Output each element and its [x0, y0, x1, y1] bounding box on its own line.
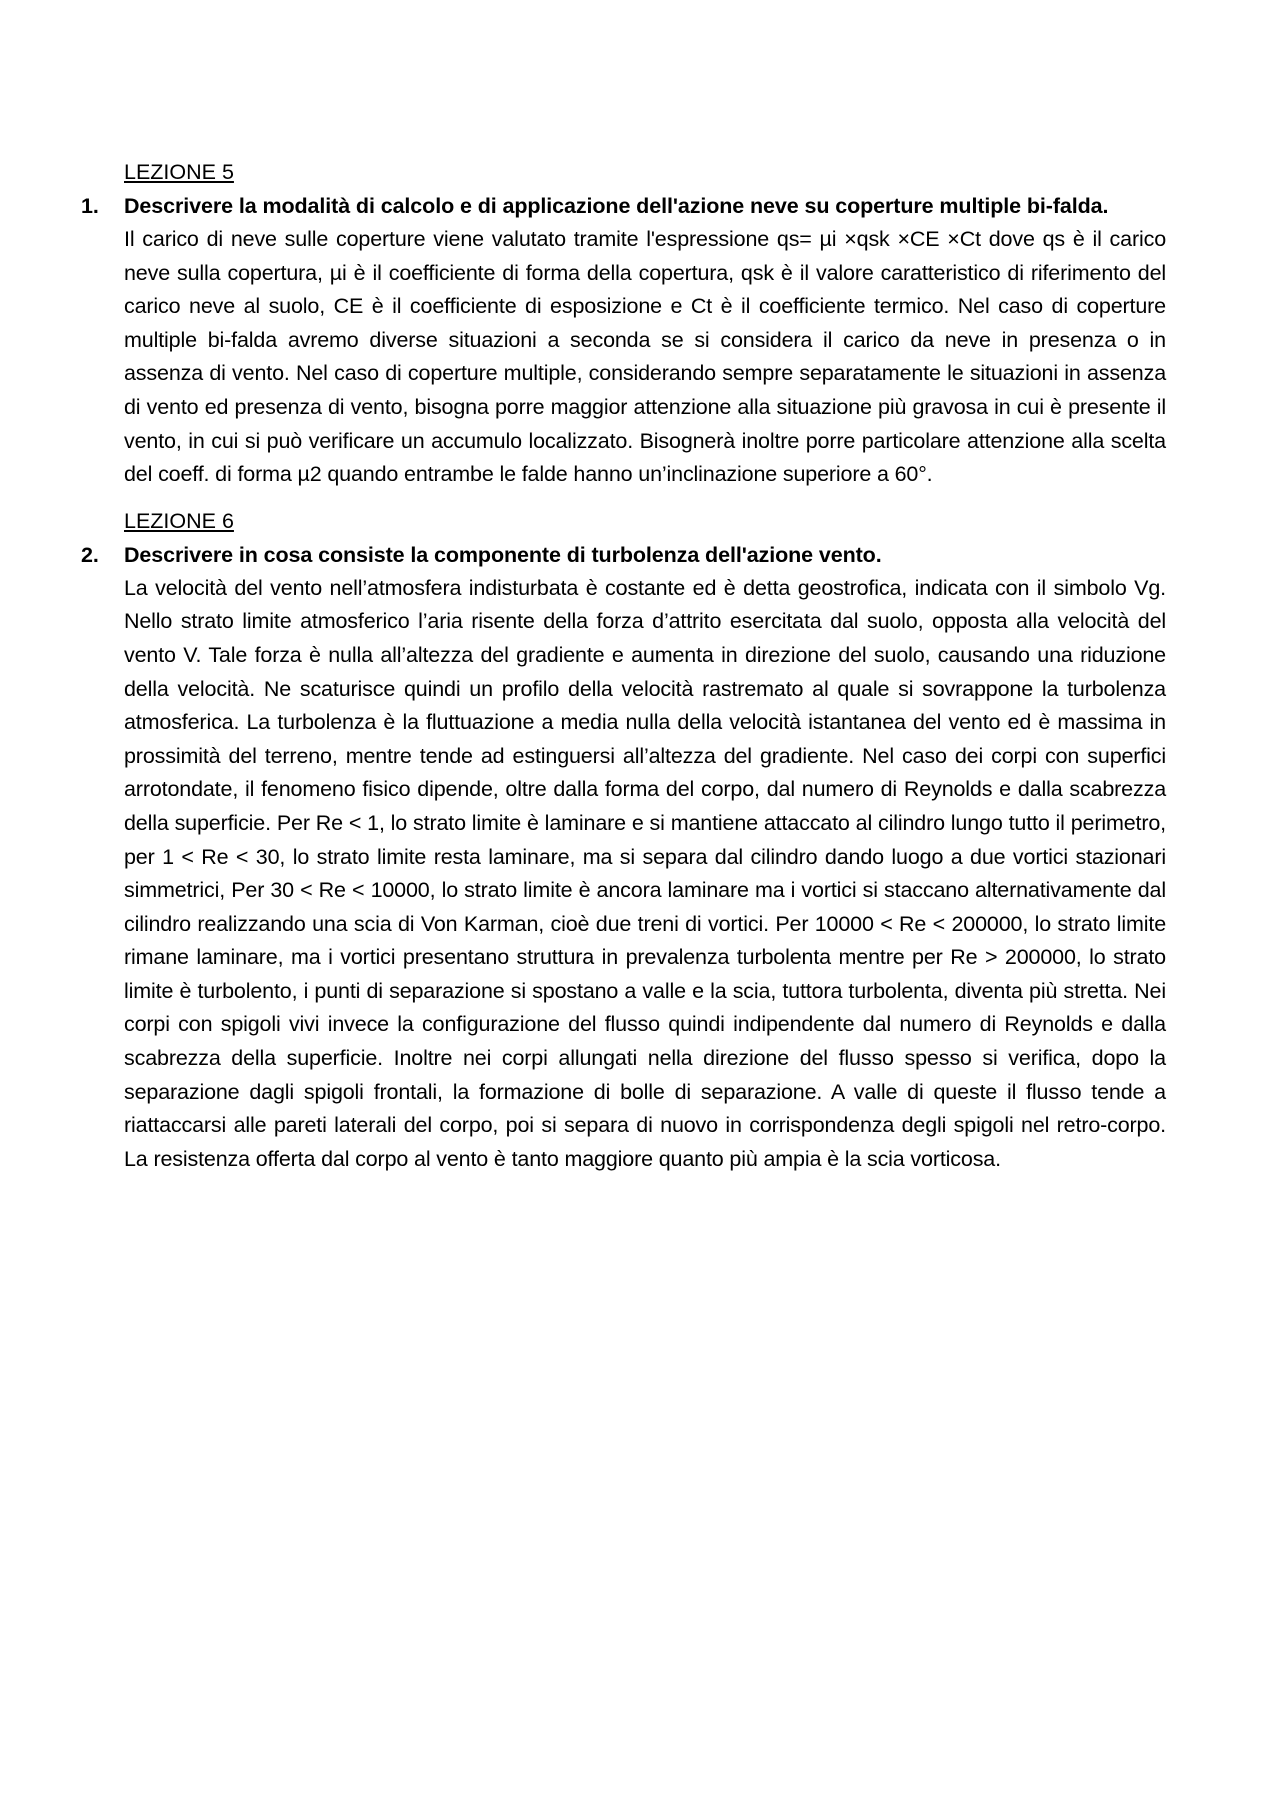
question-number: 1. [81, 194, 99, 218]
answer-paragraph: Il carico di neve sulle coperture viene valutato tramite l'espressione qs= µi ×qsk ×CE ×Ct dove qs è il carico neve sulla copertura, µi è il coefficiente di forma della copertura, qsk è il valore caratteristico di riferimento del carico neve al suolo, CE è il coefficiente di esposizione e Ct è il coefficiente termico. Nel caso di coperture multiple bi-falda avremo diverse situazioni a seconda se si considera il carico da neve in presenza o in assenza di vento. Nel caso di coperture multiple, considerando sempre separatamente le situazioni in assenza di vento ed presenza di vento, bisogna porre maggior attenzione alla situazione più gravosa in cui è presente il vento, in cui si può verificare un accumulo localizzato. Bisognerà inoltre porre particolare attenzione alla scelta del coeff. di forma µ2 quando entrambe le falde hanno un’inclinazione superiore a 60°. [124, 227, 1166, 487]
question-title [81, 538, 1166, 572]
question-text: Descrivere in cosa consiste la componente di turbolenza dell'azione vento. [124, 542, 882, 567]
question-text: Descrivere la modalità di calcolo e di applicazione dell'azione neve su coperture multiple bi-falda. [124, 194, 1109, 218]
lesson-heading: LEZIONE 6 [124, 508, 234, 533]
lesson-6-section [81, 504, 1166, 1177]
lesson-heading: LEZIONE 5 [124, 160, 234, 184]
lesson-5-section [81, 155, 1166, 492]
answer-paragraph: La velocità del vento nell’atmosfera indisturbata è costante ed è detta geostrofica, indicata con il simbolo Vg. Nello strato limite atmosferico l’aria risente della forza d’attrito esercitata dal suolo, opposta alla velocità del vento V. Tale forza è nulla all’altezza del gradiente e aumenta in direzione del suolo, causando una riduzione della velocità. Ne scaturisce quindi un profilo della velocità rastremato al quale si sovrappone la turbolenza atmosferica. La turbolenza è la fluttuazione a media nulla della velocità istantanea del vento ed è massima in prossimità del terreno, mentre tende ad estinguersi all’altezza del gradiente. Nel caso dei corpi con superfici arrotondate, il fenomeno fisico dipende, oltre dalla forma del corpo, dal numero di Reynolds e dalla scabrezza della superficie. Per Re < 1, lo strato limite è laminare e si mantiene attaccato al cilindro lungo tutto il perimetro, per 1 < Re < 30, lo strato limite resta laminare, ma si separa dal cilindro dando luogo a due vortici stazionari simmetrici, Per 30 < Re < 10000, lo strato limite è ancora laminare ma i vortici si staccano alternativamente dal cilindro realizzando una scia di Von Karman, cioè due treni di vortici. Per 10000 < Re < 200000, lo strato limite rimane laminare, ma i vortici presentano struttura in prevalenza turbolenta mentre per Re > 200000, lo strato limite è turbolento, i punti di separazione si spostano a valle e la scia, tuttora turbolenta, diventa più stretta. Nei corpi con spigoli vivi invece la configurazione del flusso quindi indipendente dal numero di Reynolds e dalla scabrezza della superficie. Inoltre nei corpi allungati nella direzione del flusso spesso si verifica, dopo la separazione dagli spigoli frontali, la formazione di bolle di separazione. A valle di queste il flusso tende a riattaccarsi alle pareti laterali del corpo, poi si separa di nuovo in corrispondenza degli spigoli nel retro-corpo. La resistenza offerta dal corpo al vento è tanto maggiore quanto più ampia è la scia vorticosa. [124, 575, 1166, 1171]
question-title [81, 189, 1166, 223]
question-number: 2. [81, 542, 99, 567]
document-body [81, 155, 1166, 1176]
